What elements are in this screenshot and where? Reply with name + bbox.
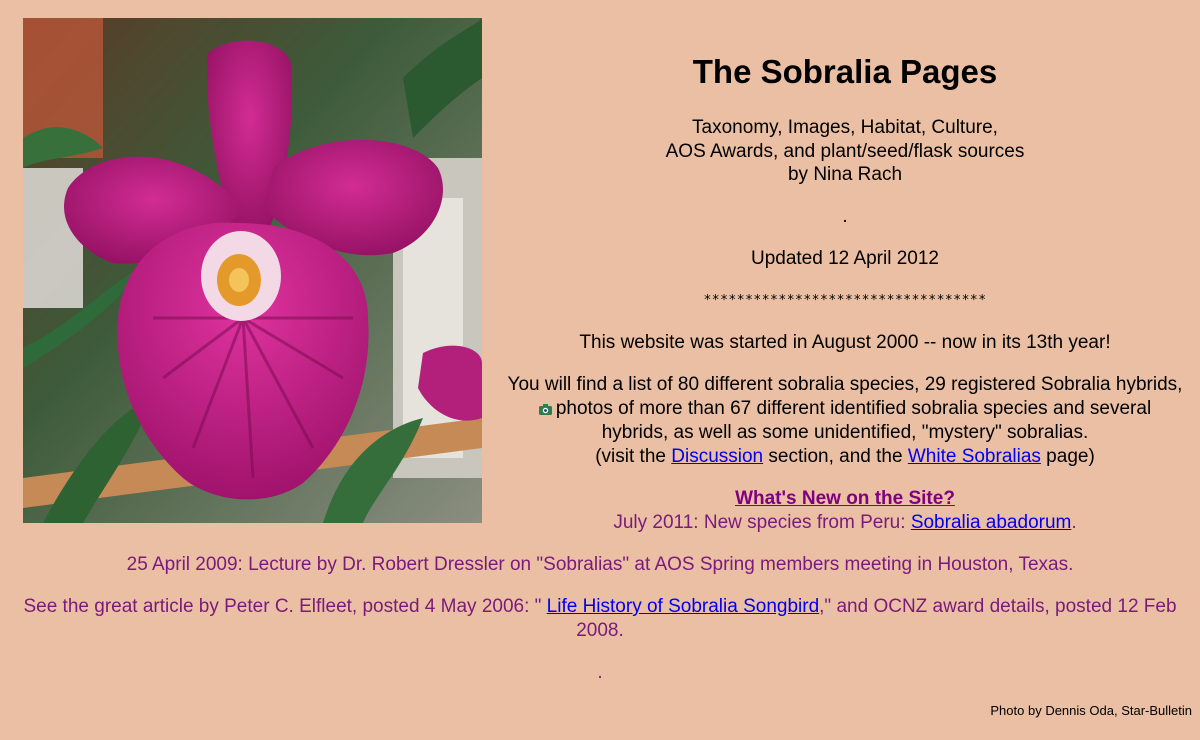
separator-dot: . [842,206,848,227]
news-item-2: 25 April 2009: Lecture by Dr. Robert Dressler on "Sobralias" at AOS Spring members meeting in Houston, Texas. [126,554,1074,575]
subtitle-line-1: Taxonomy, Images, Habitat, Culture, [692,117,998,138]
photo-credit: Photo by Dennis Oda, Star-Bulletin [990,703,1192,718]
stars-divider: ********************************** [703,293,987,308]
discussion-link[interactable]: Discussion [671,446,764,467]
news-item-1-suffix: . [1071,512,1077,533]
species-list-line-2 [490,397,1200,421]
subtitle-line-3: by Nina Rach [787,164,903,185]
news-item-1 [490,511,1200,535]
species-list-line-2-text: photos of more than 67 different identified sobralia species and several [555,398,1152,419]
white-sobralias-link[interactable]: White Sobralias [907,446,1041,467]
whats-new-link[interactable]: What's New on the Site? [735,488,955,509]
news-item-1-text: July 2011: New species from Peru: [613,512,911,533]
subtitle-line-2: AOS Awards, and plant/seed/flask sources [665,140,1025,162]
sobralia-abadorum-link[interactable]: Sobralia abadorum [910,512,1072,533]
updated-date: Updated 12 April 2012 [750,248,940,269]
news-item-3 [0,595,1200,619]
species-list-line-3: hybrids, as well as some unidentified, "mystery" sobralias. [601,422,1089,443]
species-list-line-1: You will find a list of 80 different sobralia species, 29 registered Sobralia hybrids, [507,374,1183,395]
visit-middle: section, and the [763,446,908,467]
visit-suffix: page) [1040,446,1095,467]
visit-links-line [490,445,1200,469]
camera-icon [539,404,552,415]
news-item-3-text: See the great article by Peter C. Elfleet, posted 4 May 2006: " [23,596,547,617]
visit-prefix: (visit the [595,446,672,467]
closing-dot: . [597,662,603,683]
page-title: The Sobralia Pages [692,53,998,90]
started-text: This website was started in August 2000 -- now in its 13th year! [579,332,1111,353]
orchid-photo-drawing [23,18,482,523]
life-history-link[interactable]: Life History of Sobralia Songbird [546,596,820,617]
orchid-photo [23,18,482,523]
news-item-3-suffix: ," and OCNZ award details, posted 12 Feb [819,596,1177,617]
whats-new-heading-row [490,487,1200,511]
news-item-3-line-2: 2008. [576,620,624,641]
